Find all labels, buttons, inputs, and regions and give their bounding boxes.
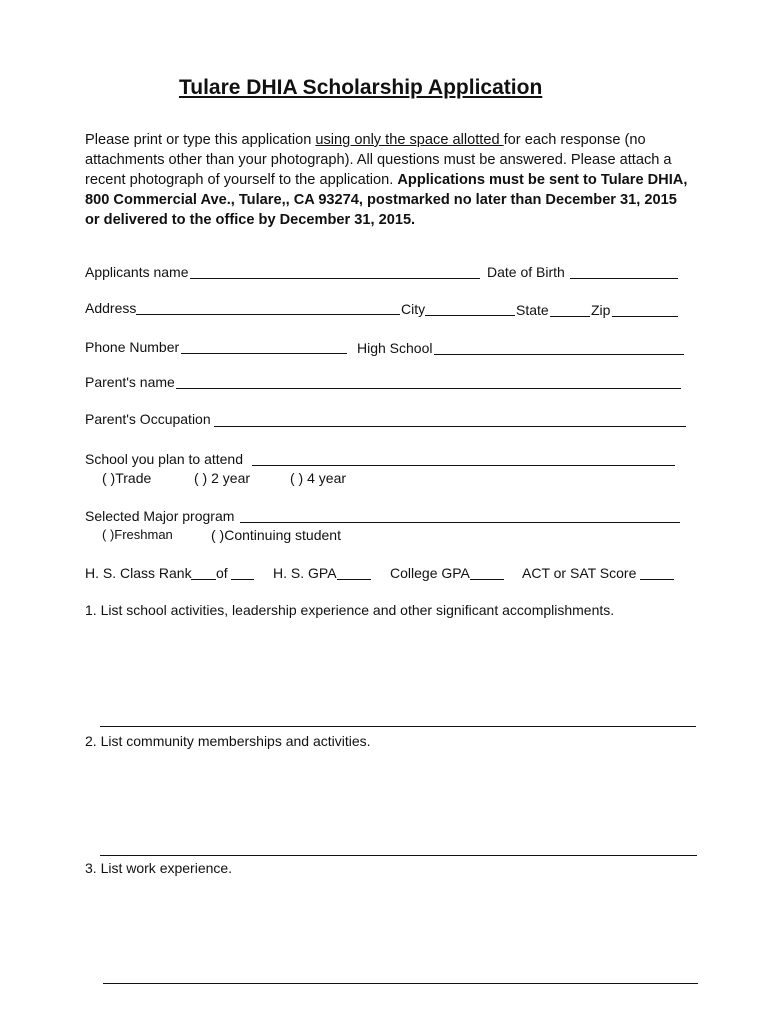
applicant-name-field[interactable] [190, 278, 480, 279]
trade-option[interactable]: ( )Trade [102, 470, 152, 486]
state-field[interactable] [550, 316, 590, 317]
address-field[interactable] [136, 314, 400, 315]
parents-name-label: Parent's name [85, 374, 175, 390]
class-rank-of-label: of [216, 565, 228, 581]
school-plan-field[interactable] [252, 465, 675, 466]
phone-field[interactable] [181, 353, 347, 354]
question-1: 1. List school activities, leadership experience and other significant accomplishments. [85, 602, 615, 618]
college-gpa-field[interactable] [470, 579, 504, 580]
question-1-answer-line[interactable] [100, 726, 696, 727]
question-2-answer-line[interactable] [100, 855, 697, 856]
date-of-birth-label: Date of Birth [487, 264, 565, 280]
hs-gpa-field[interactable] [337, 579, 371, 580]
high-school-label: High School [357, 340, 433, 356]
class-rank-total-field[interactable] [231, 579, 254, 580]
phone-label: Phone Number [85, 339, 180, 355]
parents-occupation-label: Parent's Occupation [85, 411, 211, 427]
college-gpa-label: College GPA [390, 565, 470, 581]
applicant-name-label: Applicants name [85, 264, 189, 280]
question-2: 2. List community memberships and activities. [85, 733, 371, 749]
zip-field[interactable] [612, 316, 678, 317]
instructions-underlined: using only the space allotted [315, 132, 504, 148]
four-year-option[interactable]: ( ) 4 year [290, 470, 347, 486]
high-school-field[interactable] [434, 354, 684, 355]
date-of-birth-field[interactable] [570, 278, 678, 279]
school-plan-label: School you plan to attend [85, 451, 244, 467]
class-rank-label: H. S. Class Rank [85, 565, 192, 581]
freshman-option[interactable]: ( )Freshman [102, 527, 173, 542]
parents-occupation-field[interactable] [214, 426, 686, 427]
continuing-student-option[interactable]: ( )Continuing student [211, 527, 341, 543]
city-field[interactable] [425, 315, 515, 316]
question-3-answer-line[interactable] [103, 983, 698, 984]
parents-name-field[interactable] [176, 388, 681, 389]
submission-instructions: Applications must be sent to Tulare DHIA, 800 Commercial Ave., Tulare,, CA 93274, postmarked no later than December 31, 2015 or delivered to the office by December 31, 2015. [85, 172, 688, 228]
zip-label: Zip [591, 302, 611, 318]
act-sat-field[interactable] [640, 579, 674, 580]
major-field[interactable] [240, 522, 680, 523]
two-year-option[interactable]: ( ) 2 year [194, 470, 251, 486]
instructions-text: Please print or type this application [85, 132, 316, 148]
address-label: Address [85, 300, 137, 316]
act-sat-label: ACT or SAT Score [522, 565, 637, 581]
class-rank-field[interactable] [191, 579, 216, 580]
question-3: 3. List work experience. [85, 860, 233, 876]
hs-gpa-label: H. S. GPA [273, 565, 337, 581]
city-label: City [401, 301, 426, 317]
state-label: State [516, 302, 549, 318]
instructions-paragraph [85, 130, 695, 230]
major-label: Selected Major program [85, 508, 235, 524]
page-title: Tulare DHIA Scholarship Application [179, 76, 543, 99]
instructions-text-cont: for each response (no attachments other than your photograph). All questions must be answered. Please attach a recent photograph of yourself to the application. [85, 132, 672, 188]
